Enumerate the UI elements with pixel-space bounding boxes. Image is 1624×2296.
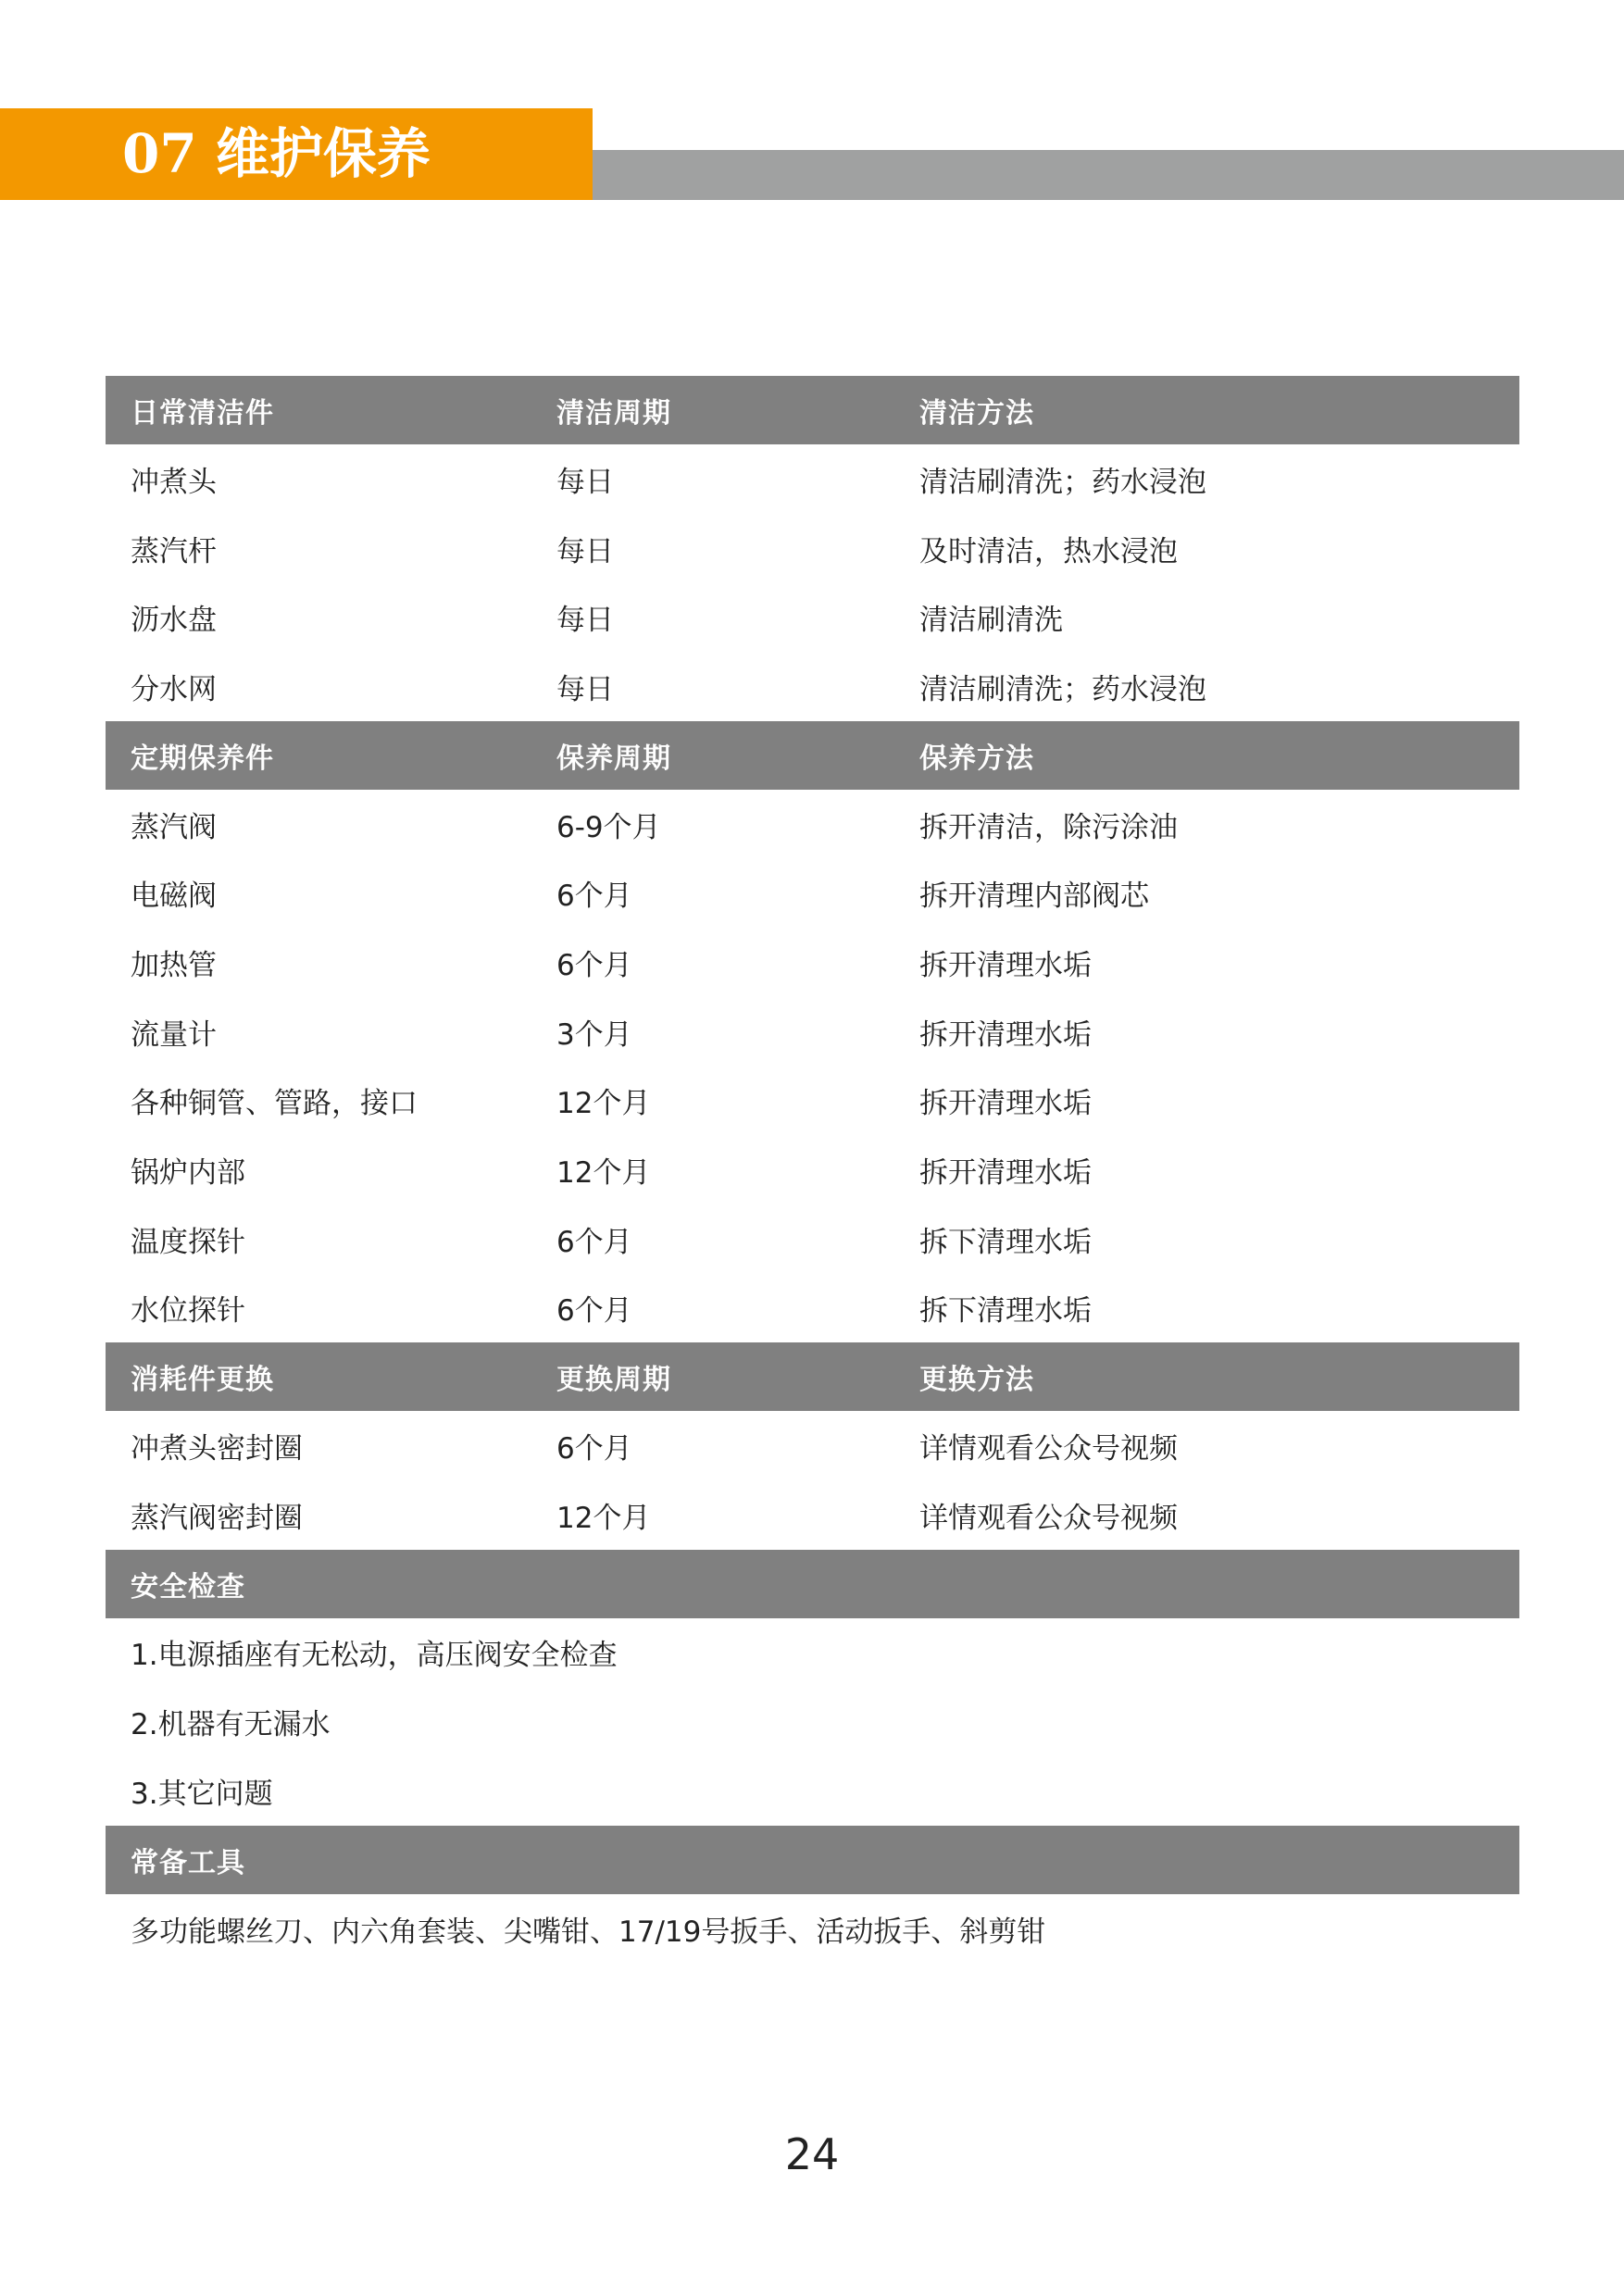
table-row	[106, 997, 1519, 1067]
safety-item: 1.电源插座有无松动，高压阀安全检查	[131, 1639, 618, 1673]
consumables-header	[106, 1342, 1519, 1411]
safety-item: 2.机器有无漏水	[131, 1708, 331, 1742]
table-row	[106, 582, 1519, 652]
table-row	[106, 1067, 1519, 1136]
header-cell: 更换周期	[556, 1364, 671, 1397]
table-row	[106, 1135, 1519, 1204]
header-cell: 清洁方法	[919, 397, 1034, 430]
cycle-cell: 6-9个月	[556, 810, 661, 844]
cycle-cell: 6个月	[556, 948, 632, 982]
header-cell: 消耗件更换	[131, 1364, 274, 1397]
part-cell: 温度探针	[131, 1225, 245, 1259]
part-cell: 分水网	[131, 672, 217, 706]
part-cell: 蒸汽阀密封圈	[131, 1501, 303, 1535]
header-cell: 安全检查	[131, 1570, 245, 1603]
header-cell: 更换方法	[919, 1364, 1034, 1397]
cycle-cell: 6个月	[556, 880, 632, 914]
maintenance-table	[106, 376, 1519, 1963]
table-row	[106, 444, 1519, 514]
part-cell: 水位探针	[131, 1294, 245, 1329]
table-row	[106, 514, 1519, 583]
method-cell: 拆开清理水垢	[919, 1156, 1092, 1191]
method-cell: 详情观看公众号视频	[919, 1501, 1178, 1535]
part-cell: 加热管	[131, 948, 217, 982]
header-cell: 清洁周期	[556, 397, 671, 430]
header-gray-band	[593, 150, 1624, 200]
part-cell: 蒸汽阀	[131, 810, 217, 844]
tools-header	[106, 1826, 1519, 1894]
table-row	[106, 652, 1519, 721]
cycle-cell: 每日	[556, 534, 614, 568]
cycle-cell: 每日	[556, 604, 614, 638]
daily-cleaning-header	[106, 376, 1519, 444]
table-row	[106, 790, 1519, 859]
method-cell: 拆开清理水垢	[919, 1017, 1092, 1052]
method-cell: 清洁刷清洗；药水浸泡	[919, 672, 1206, 706]
cycle-cell: 6个月	[556, 1225, 632, 1259]
list-item	[106, 1756, 1519, 1826]
part-cell: 各种铜管、管路，接口	[131, 1087, 418, 1121]
part-cell: 流量计	[131, 1017, 217, 1052]
part-cell: 电磁阀	[131, 880, 217, 914]
method-cell: 清洁刷清洗	[919, 604, 1063, 638]
cycle-cell: 12个月	[556, 1501, 651, 1535]
part-cell: 蒸汽杆	[131, 534, 217, 568]
method-cell: 详情观看公众号视频	[919, 1432, 1178, 1466]
method-cell: 及时清洁，热水浸泡	[919, 534, 1178, 568]
cycle-cell: 6个月	[556, 1294, 632, 1329]
table-row	[106, 1204, 1519, 1274]
section-title: 07 维护保养	[122, 122, 431, 185]
method-cell: 拆开清理水垢	[919, 1087, 1092, 1121]
cycle-cell: 每日	[556, 672, 614, 706]
part-cell: 锅炉内部	[131, 1156, 245, 1191]
header-cell: 定期保养件	[131, 742, 274, 775]
header-cell: 保养方法	[919, 742, 1034, 775]
method-cell: 拆开清理水垢	[919, 948, 1092, 982]
cycle-cell: 12个月	[556, 1087, 651, 1121]
cycle-cell: 每日	[556, 465, 614, 499]
table-row	[106, 1274, 1519, 1343]
header-cell: 保养周期	[556, 742, 671, 775]
header-cell: 日常清洁件	[131, 397, 274, 430]
table-row	[106, 858, 1519, 928]
method-cell: 清洁刷清洗；药水浸泡	[919, 465, 1206, 499]
safety-check-header	[106, 1550, 1519, 1618]
table-row	[106, 928, 1519, 997]
periodic-maintenance-header	[106, 721, 1519, 790]
method-cell: 拆开清洁，除污涂油	[919, 810, 1178, 844]
method-cell: 拆开清理内部阀芯	[919, 880, 1149, 914]
header-cell: 常备工具	[131, 1846, 245, 1879]
list-item	[106, 1894, 1519, 1964]
cycle-cell: 3个月	[556, 1017, 632, 1052]
cycle-cell: 12个月	[556, 1156, 651, 1191]
list-item	[106, 1687, 1519, 1756]
tools-text: 多功能螺丝刀、内六角套装、尖嘴钳、17/19号扳手、活动扳手、斜剪钳	[131, 1915, 1046, 1949]
method-cell: 拆下清理水垢	[919, 1294, 1092, 1329]
part-cell: 冲煮头密封圈	[131, 1432, 303, 1466]
part-cell: 沥水盘	[131, 604, 217, 638]
table-row	[106, 1480, 1519, 1550]
list-item	[106, 1618, 1519, 1688]
part-cell: 冲煮头	[131, 465, 217, 499]
table-row	[106, 1411, 1519, 1480]
cycle-cell: 6个月	[556, 1432, 632, 1466]
method-cell: 拆下清理水垢	[919, 1225, 1092, 1259]
safety-item: 3.其它问题	[131, 1777, 273, 1811]
page-number: 24	[784, 2129, 840, 2179]
